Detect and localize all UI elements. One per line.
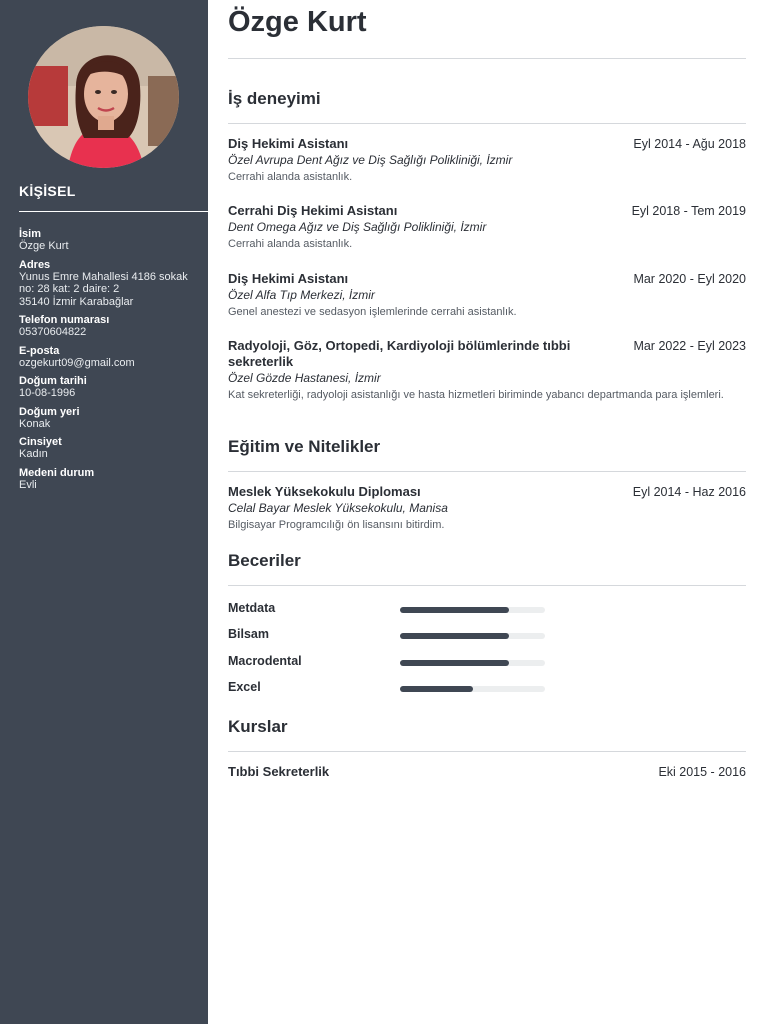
field-phone <box>19 314 205 339</box>
field-label: Medeni durum <box>19 466 95 479</box>
field-gender <box>19 436 205 461</box>
job-date: Mar 2022 - Eyl 2023 <box>633 339 746 353</box>
field-value: Evli <box>19 478 37 491</box>
field-email <box>19 345 205 370</box>
profile-photo <box>28 26 179 168</box>
job-description: Genel anestezi ve sedasyon işlemlerinde cerrahi asistanlık. <box>228 306 517 318</box>
avatar <box>28 26 179 168</box>
job-description: Cerrahi alanda asistanlık. <box>228 171 353 183</box>
field-label: Doğum yeri <box>19 405 80 418</box>
skill-name: Excel <box>228 680 261 694</box>
skill-name: Metdata <box>228 601 276 615</box>
job-description: Kat sekreterliği, radyoloji asistanlığı ve hasta hizmetleri biriminde yabancı departmanda para işlemleri. <box>228 389 724 401</box>
skill-level-bar <box>400 607 545 613</box>
skill-item <box>228 627 746 643</box>
field-birth-date <box>19 375 205 400</box>
degree-title: Meslek Yüksekokulu Diploması <box>228 484 421 499</box>
skill-level-fill <box>400 633 509 639</box>
job-title: Radyoloji, Göz, Ortopedi, Kardiyoloji bölümlerinde tıbbi sekreterlik <box>228 338 571 369</box>
experience-item <box>228 203 746 252</box>
personal-section-title: KİŞİSEL <box>19 183 76 199</box>
course-title: Tıbbi Sekreterlik <box>228 764 330 779</box>
skill-level-bar <box>400 633 545 639</box>
divider <box>228 123 746 124</box>
field-value: Kadın <box>19 448 48 460</box>
skill-level-fill <box>400 686 473 692</box>
field-address <box>19 259 205 309</box>
field-name <box>19 228 205 253</box>
degree-description: Bilgisayar Programcılığı ön lisansını bitirdim. <box>228 519 445 531</box>
job-description: Cerrahi alanda asistanlık. <box>228 238 353 250</box>
experience-item <box>228 338 746 403</box>
education-item <box>228 484 746 533</box>
job-title: Diş Hekimi Asistanı <box>228 271 349 286</box>
skill-level-bar <box>400 686 545 692</box>
divider <box>228 751 746 752</box>
degree-school: Celal Bayar Meslek Yüksekokulu, Manisa <box>228 501 448 515</box>
skill-name: Bilsam <box>228 627 269 641</box>
courses-section-title: Kurslar <box>228 717 288 736</box>
job-date: Eyl 2018 - Tem 2019 <box>631 204 746 218</box>
job-employer: Dent Omega Ağız ve Diş Sağlığı Polikliniği, İzmir <box>228 220 487 234</box>
skill-item <box>228 654 746 670</box>
job-date: Mar 2020 - Eyl 2020 <box>633 272 746 286</box>
job-title: Diş Hekimi Asistanı <box>228 136 349 151</box>
field-label: İsim <box>19 228 42 240</box>
field-value: ozgekurt09@gmail.com <box>19 356 135 369</box>
skills-section-title: Beceriler <box>228 551 301 570</box>
experience-section-title: İş deneyimi <box>228 89 321 108</box>
job-date: Eyl 2014 - Ağu 2018 <box>633 137 746 151</box>
sidebar <box>0 0 208 1024</box>
experience-item <box>228 136 746 185</box>
skill-name: Macrodental <box>228 654 302 668</box>
divider <box>228 58 746 59</box>
page-title: Özge Kurt <box>228 6 367 38</box>
education-section-title: Eğitim ve Nitelikler <box>228 437 381 456</box>
field-value: Konak <box>19 417 51 430</box>
degree-date: Eyl 2014 - Haz 2016 <box>632 485 746 499</box>
course-item <box>228 764 746 780</box>
job-title: Cerrahi Diş Hekimi Asistanı <box>228 203 398 218</box>
divider <box>228 471 746 472</box>
divider <box>228 585 746 586</box>
field-marital-status <box>19 467 205 492</box>
field-value: 05370604822 <box>19 326 87 338</box>
field-label: Adres <box>19 258 51 271</box>
field-label: Doğum tarihi <box>19 375 87 387</box>
field-label: E-posta <box>19 344 60 357</box>
field-label: Telefon numarası <box>19 314 110 326</box>
field-value: Yunus Emre Mahallesi 4186 sokak no: 28 kat: 2 daire: 2 35140 İzmir Karabağlar <box>19 270 188 308</box>
field-value: 10-08-1996 <box>19 387 76 399</box>
sidebar-divider <box>19 211 208 212</box>
job-employer: Özel Avrupa Dent Ağız ve Diş Sağlığı Polikliniği, İzmir <box>228 153 513 167</box>
course-date: Eki 2015 - 2016 <box>658 765 746 779</box>
field-label: Cinsiyet <box>19 436 62 448</box>
skill-level-fill <box>400 607 509 613</box>
skill-level-fill <box>400 660 509 666</box>
field-value: Özge Kurt <box>19 240 69 252</box>
skill-item <box>228 601 746 617</box>
job-employer: Özel Gözde Hastanesi, İzmir <box>228 371 381 385</box>
skill-item <box>228 680 746 696</box>
field-birth-place <box>19 406 205 431</box>
skill-level-bar <box>400 660 545 666</box>
experience-item <box>228 271 746 320</box>
job-employer: Özel Alfa Tıp Merkezi, İzmir <box>228 288 375 302</box>
personal-info-list <box>19 228 205 497</box>
